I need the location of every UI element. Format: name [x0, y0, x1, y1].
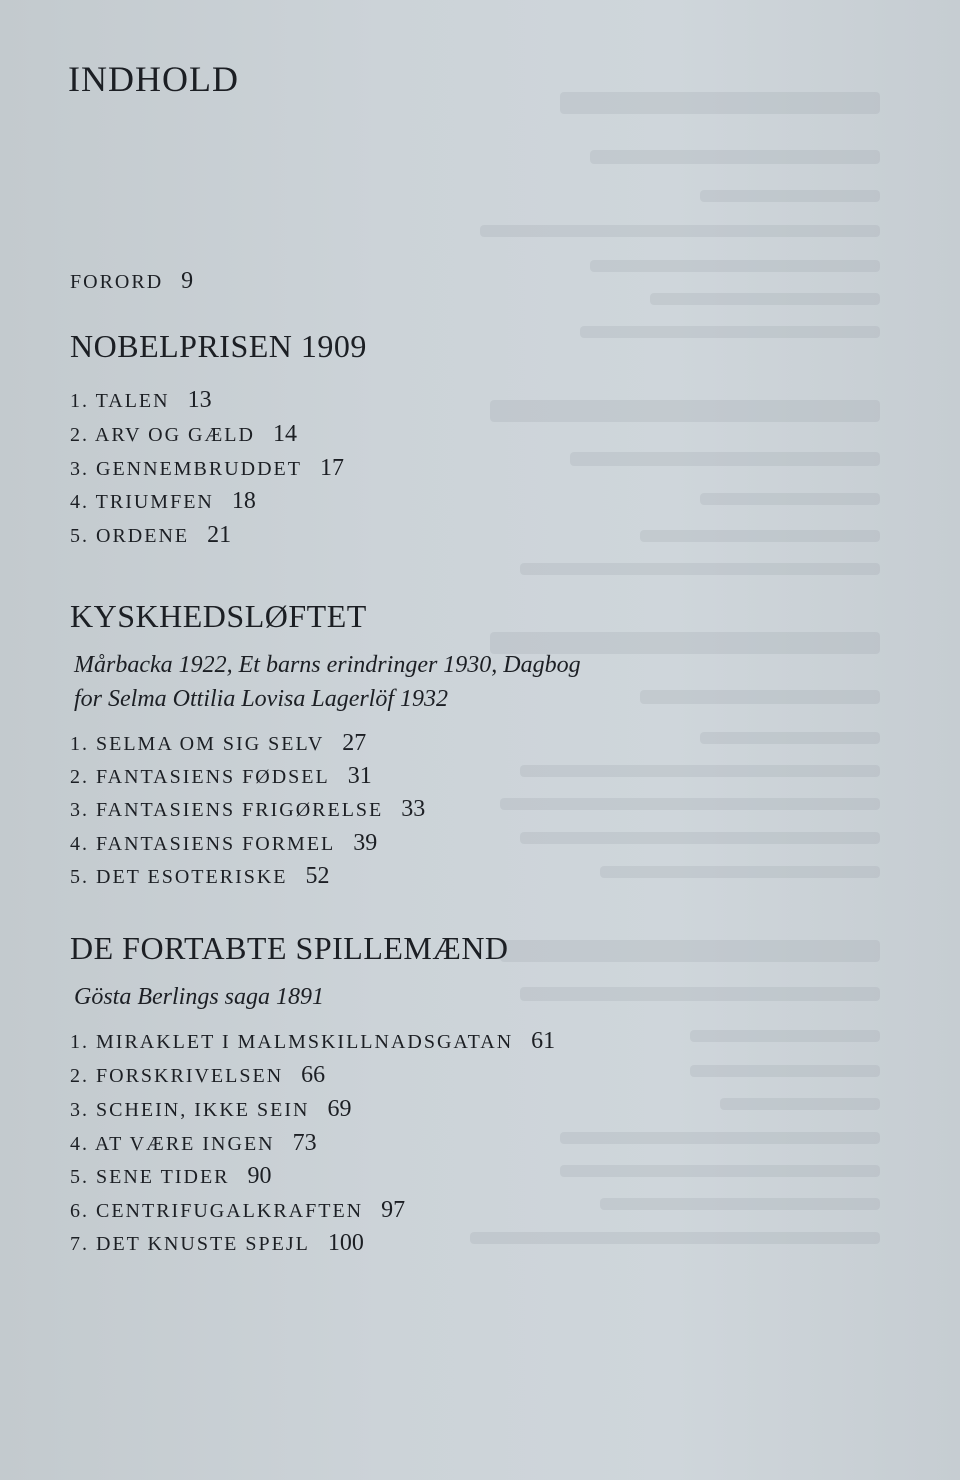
- entry-page: 31: [347, 763, 372, 789]
- foreword-entry: [70, 268, 193, 295]
- toc-entry: [70, 830, 377, 857]
- entry-label: 5. DET ESOTERISKE: [70, 866, 288, 888]
- toc-entry: [70, 1096, 351, 1123]
- entry-label: 1. MIRAKLET I MALMSKILLNADSGATAN: [70, 1031, 514, 1053]
- entry-page: 27: [342, 730, 367, 756]
- page-title: INDHOLD: [68, 59, 239, 99]
- toc-entry: [70, 863, 330, 890]
- toc-entry: [70, 1163, 272, 1190]
- section-title: KYSKHEDSLØFTET: [70, 598, 367, 634]
- toc-entry: [70, 763, 372, 790]
- entry-page: 39: [353, 830, 378, 856]
- entry-label: 4. TRIUMFEN: [70, 491, 214, 513]
- entry-page: 17: [320, 455, 344, 481]
- entry-label: 3. SCHEIN, IKKE SEIN: [70, 1099, 310, 1121]
- entry-page: 90: [247, 1163, 272, 1189]
- entry-label: 2. FANTASIENS FØDSEL: [70, 766, 330, 788]
- toc-entry: [70, 1230, 364, 1257]
- entry-label: FORORD: [70, 271, 164, 293]
- entry-label: 3. FANTASIENS FRIGØRELSE: [70, 799, 384, 821]
- entry-page: 66: [301, 1062, 326, 1088]
- entry-label: 1. TALEN: [70, 390, 170, 412]
- entry-page: 52: [305, 863, 330, 889]
- section-subtitle: Mårbacka 1922, Et barns erindringer 1930, Dagbog: [74, 652, 581, 678]
- entry-label: 5. ORDENE: [70, 525, 190, 547]
- toc-entry: [70, 1028, 555, 1055]
- toc-entry: [70, 1197, 405, 1224]
- toc-entry: [70, 730, 366, 757]
- section-title: NOBELPRISEN 1909: [70, 328, 367, 364]
- entry-page: 13: [187, 387, 212, 413]
- entry-page: 97: [381, 1197, 406, 1223]
- toc-entry: [70, 1062, 325, 1089]
- toc-entry: [70, 796, 425, 823]
- entry-page: 14: [272, 421, 297, 447]
- entry-page: 18: [231, 488, 256, 514]
- entry-page: 69: [327, 1096, 352, 1122]
- entry-label: 4. AT VÆRE INGEN: [70, 1133, 275, 1155]
- entry-page: 73: [292, 1130, 317, 1156]
- entry-page: 21: [207, 522, 232, 548]
- entry-label: 6. CENTRIFUGALKRAFTEN: [70, 1200, 364, 1222]
- entry-label: 5. SENE TIDER: [70, 1166, 230, 1188]
- toc-entry: [70, 488, 256, 515]
- entry-label: 4. FANTASIENS FORMEL: [70, 833, 336, 855]
- entry-page: 9: [181, 268, 194, 294]
- toc-entry: [70, 455, 344, 482]
- section-title: DE FORTABTE SPILLEMÆND: [70, 930, 509, 966]
- toc-entry: [70, 1130, 317, 1157]
- section-subtitle: Gösta Berlings saga 1891: [74, 984, 325, 1010]
- section-subtitle: for Selma Ottilia Lovisa Lagerlöf 1932: [74, 686, 449, 712]
- entry-label: 1. SELMA OM SIG SELV: [70, 733, 325, 755]
- entry-page: 33: [401, 796, 426, 822]
- entry-label: 7. DET KNUSTE SPEJL: [70, 1233, 310, 1255]
- entry-label: 2. ARV OG GÆLD: [70, 424, 255, 446]
- entry-page: 61: [531, 1028, 556, 1054]
- toc-entry: [70, 387, 212, 414]
- entry-page: 100: [327, 1230, 364, 1256]
- toc-entry: [70, 522, 231, 549]
- entry-label: 2. FORSKRIVELSEN: [70, 1065, 284, 1087]
- entry-label: 3. GENNEMBRUDDET: [70, 458, 302, 480]
- toc-entry: [70, 421, 297, 448]
